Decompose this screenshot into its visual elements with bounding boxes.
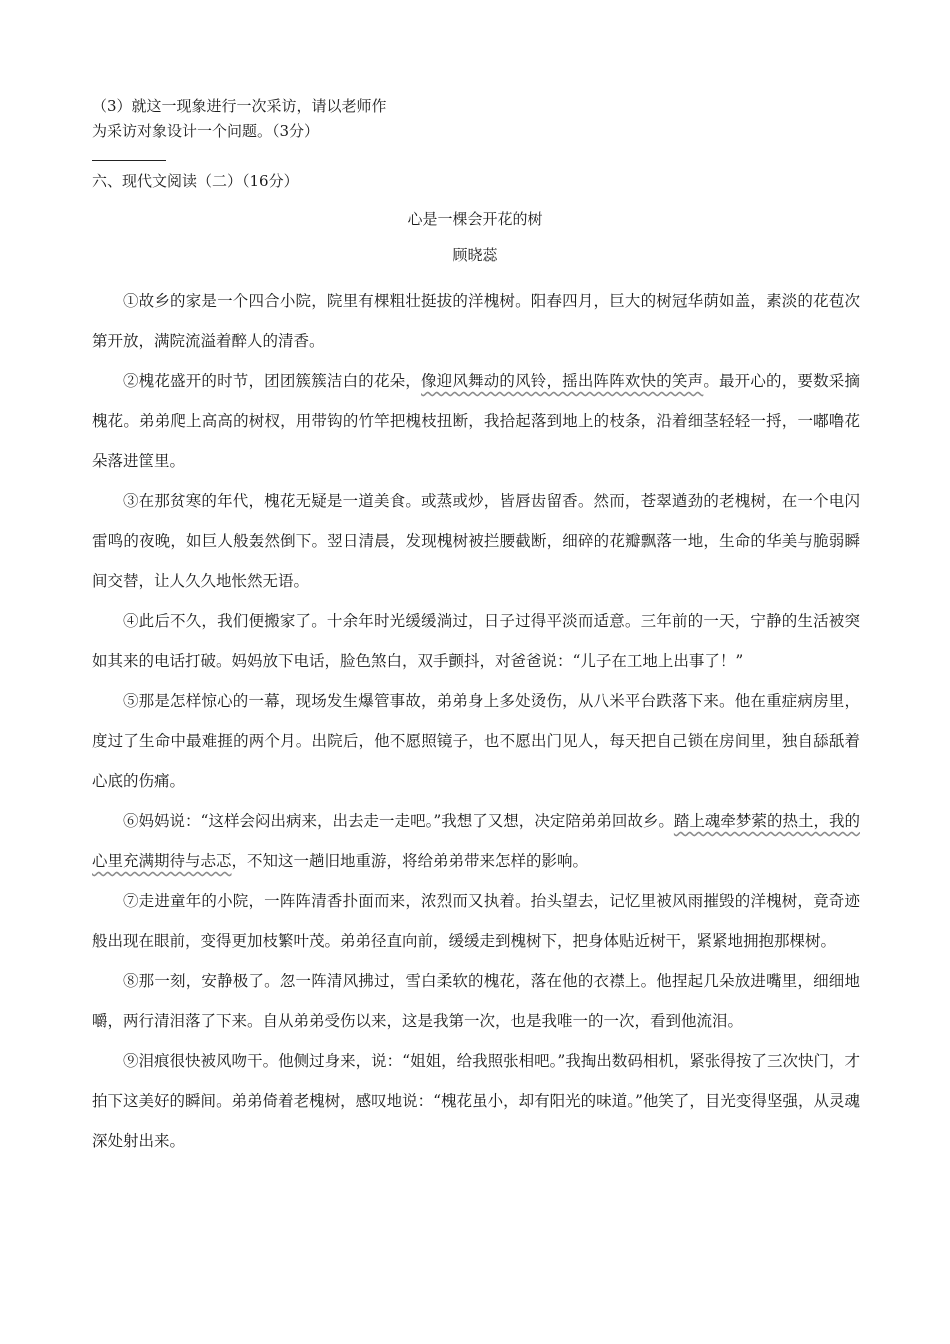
paragraph-3: ③在那贫寒的年代，槐花无疑是一道美食。或蒸或炒，皆唇齿留香。然而，苍翠遒劲的老槐树，在一个电闪雷鸣的夜晚，如巨人般轰然倒下。翌日清晨，发现槐树被拦腰截断，细碎的花瓣飘落一地，生命的华美与脆弱瞬间交替，让人久久地怅然无语。 — [92, 492, 860, 590]
question-line-2: 为采访对象设计一个问题。（3分） — [92, 122, 320, 140]
question-3 — [92, 94, 472, 144]
paragraph-2-text-a: ②槐花盛开的时节，团团簇簇洁白的花朵， — [123, 372, 421, 390]
paragraph-4: ④此后不久，我们便搬家了。十余年时光缓缓淌过，日子过得平淡而适意。三年前的一天，宁静的生活被突如其来的电话打破。妈妈放下电话，脸色煞白，双手颤抖，对爸爸说：“儿子在工地上出事了！” — [92, 612, 860, 670]
question-line-1: （3）就这一现象进行一次采访，请以老师作 — [92, 97, 387, 115]
paragraph-6 — [92, 801, 860, 881]
paragraph-5: ⑤那是怎样惊心的一幕，现场发生爆管事故，弟弟身上多处烫伤，从八米平台跌落下来。他在重症病房里，度过了生命中最难捱的两个月。出院后，他不愿照镜子，也不愿出门见人，每天把自己锁在房间里，独自舔舐着心底的伤痛。 — [92, 692, 860, 790]
article-author: 顾晓蕊 — [452, 246, 498, 264]
paragraph-2-underlined: 像迎风舞动的风铃，摇出阵阵欢快的笑声 — [421, 372, 704, 390]
article-body — [92, 281, 860, 1161]
paragraph-8: ⑧那一刻，安静极了。忽一阵清风拂过，雪白柔软的槐花，落在他的衣襟上。他捏起几朵放进嘴里，细细地嚼，两行清泪落了下来。自从弟弟受伤以来，这是我第一次，也是我唯一的一次，看到他流泪。 — [92, 972, 860, 1030]
paragraph-6-text-b: ，不知这一趟旧地重游，将给弟弟带来怎样的影响。 — [231, 852, 589, 870]
section-heading: 六、现代文阅读（二）（16分） — [92, 172, 299, 190]
paragraph-9: ⑨泪痕很快被风吻干。他侧过身来，说：“姐姐，给我照张相吧。”我掏出数码相机，紧张得按了三次快门，才拍下这美好的瞬间。弟弟倚着老槐树，感叹地说：“槐花虽小，却有阳光的味道。”他笑了，目光变得坚强，从灵魂深处射出来。 — [92, 1052, 860, 1150]
answer-blank-line — [92, 160, 166, 161]
paragraph-2 — [92, 361, 860, 481]
paragraph-6-text-a: ⑥妈妈说：“这样会闷出病来，出去走一走吧。”我想了又想，决定陪弟弟回故乡。 — [123, 812, 674, 830]
paragraph-2-text-b: 。最开心的，要数采摘槐花。弟弟爬上高高的树杈，用带钩的竹竿把槐枝扭断，我拾起落到地上的枝条，沿着细茎轻轻一捋，一嘟噜花朵落进筐里。 — [92, 372, 860, 470]
paragraph-1: ①故乡的家是一个四合小院，院里有棵粗壮挺拔的洋槐树。阳春四月，巨大的树冠华荫如盖，素淡的花苞次第开放，满院流溢着醉人的清香。 — [92, 292, 860, 350]
paragraph-6-underlined: 踏上魂牵梦萦的热土，我的心里充满期待与忐忑 — [92, 812, 860, 870]
article-title: 心是一棵会开花的树 — [407, 210, 543, 228]
paragraph-7: ⑦走进童年的小院，一阵阵清香扑面而来，浓烈而又执着。抬头望去，记忆里被风雨摧毁的洋槐树，竟奇迹般出现在眼前，变得更加枝繁叶茂。弟弟径直向前，缓缓走到槐树下，把身体贴近树干，紧紧地拥抱那棵树。 — [92, 892, 860, 950]
